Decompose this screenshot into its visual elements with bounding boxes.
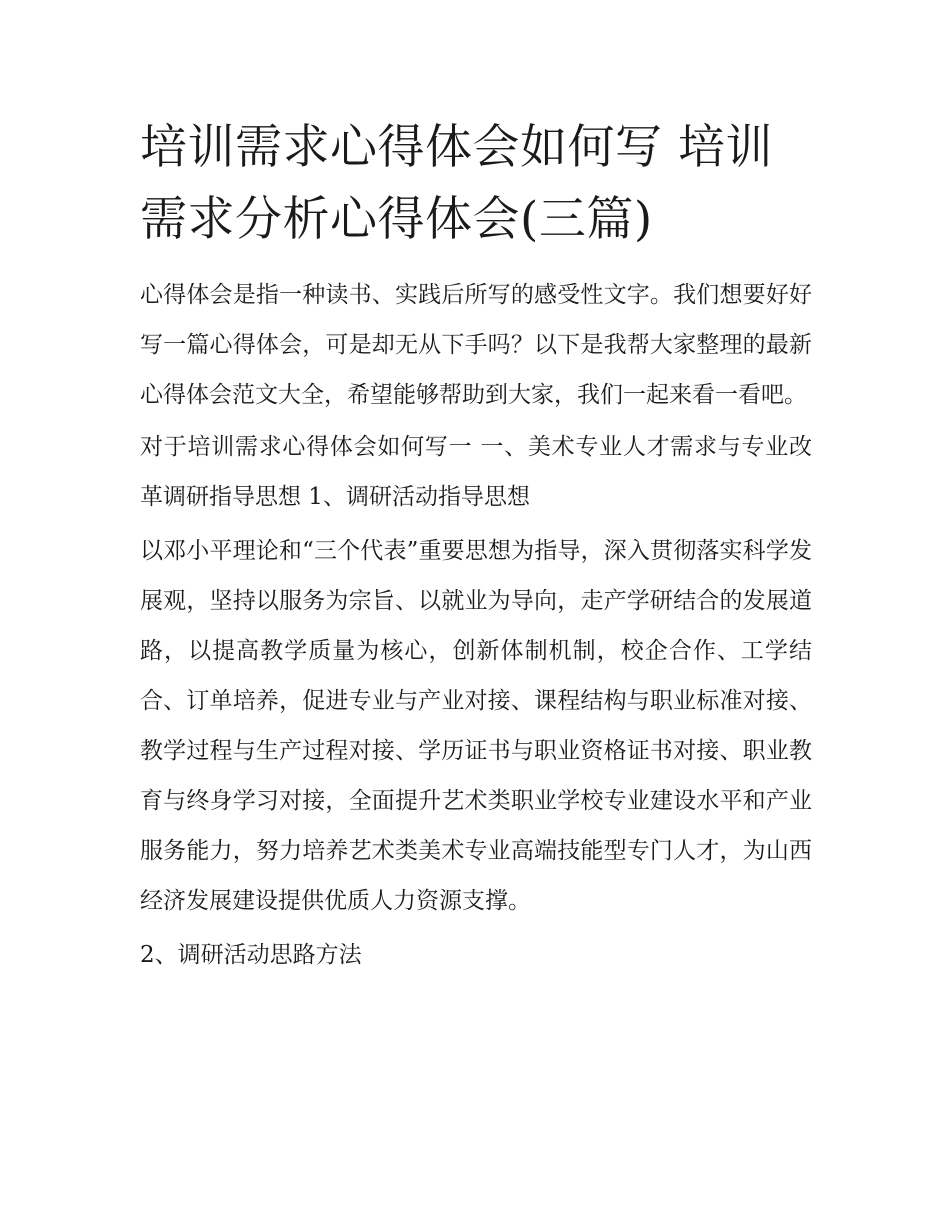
subsection-heading: 2、调研活动思路方法 [140, 942, 362, 968]
section-heading-paragraph: 对于培训需求心得体会如何写一 一、美术专业人才需求与专业改革调研指导思想 1、调研活动指导思想 [140, 434, 812, 510]
document-title: 培训需求心得体会如何写 培训需求分析心得体会(三篇) [140, 120, 773, 247]
document-page [140, 112, 812, 980]
guiding-thought-paragraph: 以邓小平理论和“三个代表”重要思想为指导，深入贯彻落实科学发展观，坚持以服务为宗旨、以就业为导向，走产学研结合的发展道路，以提高教学质量为核心，创新体制机制，校企合作、工学结合、订单培养，促进专业与产业对接、课程结构与职业标准对接、教学过程与生产过程对接、学历证书与职业资格证书对接、职业教育与终身学习对接，全面提升艺术类职业学校专业建设水平和产业服务能力，努力培养艺术类美术专业高端技能型专门人才，为山西经济发展建设提供优质人力资源支撑。 [140, 538, 812, 914]
intro-paragraph: 心得体会是指一种读书、实践后所写的感受性文字。我们想要好好写一篇心得体会，可是却无从下手吗？以下是我帮大家整理的最新心得体会范文大全，希望能够帮助到大家，我们一起来看一看吧。 [140, 282, 812, 408]
